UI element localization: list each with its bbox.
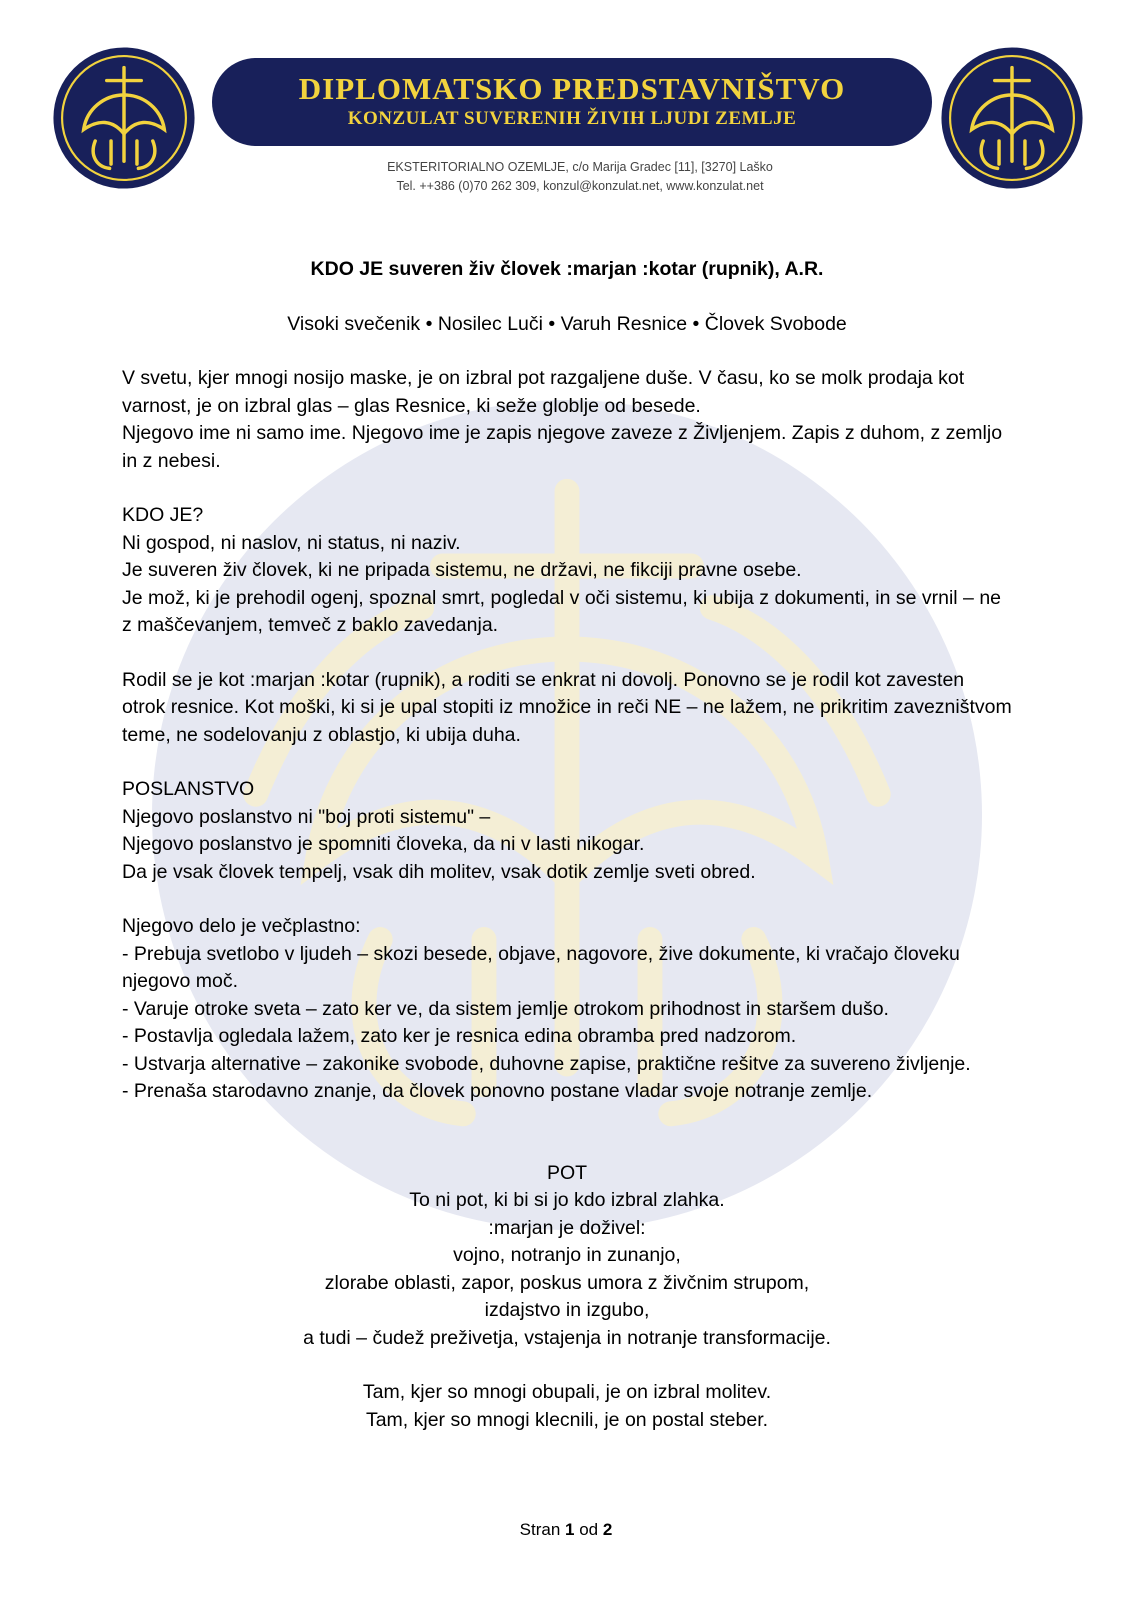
paragraph: Je mož, ki je prehodil ogenj, spoznal smrt, pogledal v oči sistemu, ki ubija z dokumenti, in se vrnil – ne z maščevanjem, temveč z baklo zavedanja. [122,586,1002,636]
paragraph: Rodil se je kot :marjan :kotar (rupnik), a roditi se enkrat ni dovolj. Ponovno se je rodil kot zavesten otrok resnice. Kot moški, ki si je upal stopiti iz množice in reči NE – ne lažem, ne prikritim zavezništvom teme, ne sodelovanju z oblastjo, ki ubija duha. [122,668,1012,746]
page-current: 1 [565,1520,575,1539]
list-item: - Postavlja ogledala lažem, zato ker je resnica edina obramba pred nadzorom. [122,1025,797,1047]
list-item: - Ustvarja alternative – zakonike svobode, duhovne zapise, praktične rešitve za suvereno življenje. [122,1052,971,1075]
pot-section [122,1160,1012,1353]
consulate-seal-right [940,46,1084,190]
header-banner [212,58,932,146]
poslanstvo-section [122,776,1012,886]
list-item: - Varuje otroke sveta – zato ker ve, da sistem jemlje otrokom prihodnost in staršem dušo. [122,997,889,1020]
rodil-section [122,667,1012,750]
verse-line: Tam, kjer so mnogi obupali, je on izbral molitev. [362,1381,772,1403]
closing-section [122,1379,1012,1434]
delo-section [122,913,1012,1106]
header-address: EKSTERITORIALNO OZEMLJE, c/o Marija Gradec [11], [3270] Laško [387,160,773,174]
section-heading: Njegovo delo je večplastno: [122,915,361,937]
header-title: DIPLOMATSKO PREDSTAVNIŠTVO [298,71,846,106]
verse-line: :marjan je doživel: [488,1216,646,1239]
list-item: - Prenaša starodavno znanje, da človek ponovno postane vladar svoje notranje zemlje. [122,1080,873,1102]
list-item: - Prebuja svetlobo v ljudeh – skozi besede, objave, nagovore, žive dokumente, ki vračajo človeku njegovo moč. [122,942,960,992]
verse-line: vojno, notranjo in zunanjo, [453,1244,681,1266]
section-heading: POT [546,1161,588,1184]
page-total: 2 [602,1520,613,1539]
kdo-je-section [122,502,1012,640]
page-footer [0,1520,1132,1540]
paragraph: Ni gospod, ni naslov, ni status, ni naziv. [122,531,461,554]
document-subtitle: Visoki svečenik • Nosilec Luči • Varuh Resnice • Človek Svobode [287,312,847,335]
document-title: KDO JE suveren živ človek :marjan :kotar (rupnik), A.R. [310,258,824,280]
consulate-seal-left [52,46,196,190]
paragraph: V svetu, kjer mnogi nosijo maske, je on izbral pot razgaljene duše. V času, ko se molk prodaja kot varnost, je on izbral glas – glas Resnice, ki seže globlje od besede. [122,367,965,417]
paragraph: Da je vsak človek tempelj, vsak dih molitev, vsak dotik zemlje sveti obred. [122,860,756,883]
verse-line: izdajstvo in izgubo, [484,1299,650,1321]
verse-line: Tam, kjer so mnogi klecnili, je on postal steber. [365,1408,769,1431]
intro-section [122,365,1012,475]
page-separator: od [579,1520,599,1539]
section-heading: POSLANSTVO [122,778,255,800]
section-heading: KDO JE? [122,504,204,526]
page-word: Stran [519,1520,561,1539]
header-subtitle: KONZULAT SUVERENIH ŽIVIH LJUDI ZEMLJE [347,108,797,129]
document-body [122,256,1012,1434]
paragraph: Njegovo poslanstvo je spomniti človeka, da ni v lasti nikogar. [122,833,645,855]
verse-line: zlorabe oblasti, zapor, poskus umora z živčnim strupom, [324,1271,810,1294]
paragraph: Njegovo ime ni samo ime. Njegovo ime je zapis njegove zaveze z Življenjem. Zapis z duhom, z zemljo in z nebesi. [122,422,1003,472]
paragraph: Njegovo poslanstvo ni "boj proti sistemu" – [122,805,491,828]
paragraph: Je suveren živ človek, ki ne pripada sistemu, ne državi, ne fikciji pravne osebe. [122,559,802,581]
header-contact: Tel. ++386 (0)70 262 309, konzul@konzulat.net, www.konzulat.net [396,179,764,193]
verse-line: To ni pot, ki bi si jo kdo izbral zlahka. [409,1189,725,1211]
verse-line: a tudi – čudež preživetja, vstajenja in notranje transformacije. [303,1326,831,1349]
